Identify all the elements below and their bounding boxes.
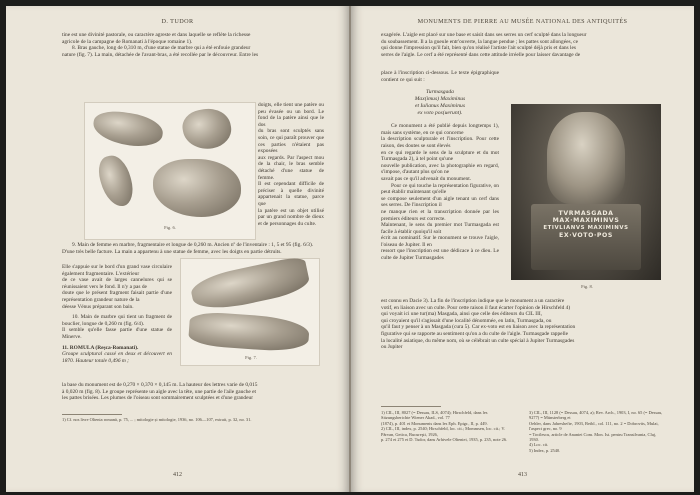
text-line: Maintenant, le sens du premier mot Turmasgada est facile à établir quoiqu'il soit bbox=[381, 222, 499, 235]
inscription-line: TVRMASGADA bbox=[558, 210, 614, 217]
fragment-photo bbox=[153, 159, 241, 217]
figure-6-hands bbox=[84, 102, 256, 240]
left-text-top-intro bbox=[62, 32, 317, 58]
text-line: place à l'inscription ci-dessous. Le texte épigraphique contient ce qui suit : bbox=[381, 70, 499, 83]
text-line: Il semble qu'elle fasse partie d'une statue de Minerve. bbox=[62, 327, 172, 340]
text-line: 10. Main de marbre qui tient un fragment de bouclier, longue de 0,260 m (fig. 6/4). bbox=[62, 314, 172, 327]
footnote-line: = Tocilescu, article de Ananiei Com. Mon. Ist. pentru Transilvania, Cluj, 1930. bbox=[529, 431, 657, 443]
footnote-line: 1) CIL, III, 8027 (= Dessau, ILS, 4074); Hirschfeld, dans les Sitzungsberichte Wiener Akad., vol. 77 bbox=[381, 410, 488, 421]
figure-8-eagle-monument bbox=[511, 104, 661, 280]
transcription-line: et Iulianus Maximinus bbox=[414, 103, 466, 110]
right-footnotes-col2 bbox=[529, 410, 666, 453]
left-text-bottom bbox=[62, 382, 317, 402]
footnote-line: Oehler, dans Jahreshefte, 1903, Beibl., col. 111, no. 2 = Dobrovits, Mulai, l'aspect grec, no. 9 bbox=[529, 420, 659, 432]
text-line: la base du monument est de 0,270 × 0,370 × 0,145 m. La hauteur des lettres varie de 0,015 bbox=[62, 382, 258, 388]
figure-6-caption: Fig. 6. bbox=[164, 225, 176, 230]
eagle-sculpture bbox=[547, 112, 625, 204]
text-line: à 0,020 m (fig. 8). Le groupe représente un aigle avec la tête, une partie de l'aile gauche et bbox=[62, 388, 257, 395]
text-line: Il est cependant difficile de préciser à quelle divinité appartenait la statue, parce que bbox=[258, 181, 324, 207]
text-line: qu'il faut y penser à un Masgada (cura 5). Car ex-voto est en liaison avec la représentation bbox=[381, 324, 576, 331]
text-line: déesse Vénus préparant son bain. bbox=[62, 303, 134, 310]
right-text-bottom bbox=[381, 298, 666, 351]
right-text-top bbox=[381, 32, 666, 58]
transcription-line: Turmasgada bbox=[426, 89, 454, 96]
text-line: Groupe sculptural cassé en deux et découvert en 1870. Hauteur totale 0,496 m ; bbox=[62, 351, 172, 364]
transcription-line: ex voto pos(uerunt). bbox=[417, 110, 463, 117]
text-line: la localité asiatique, du même nom, où se célébrait un culte spécial à Jupiter Turmasgades bbox=[381, 337, 575, 344]
text-line: la description sculpturale et l'inscription. Pour cette raison, des doutes se sont élevés bbox=[381, 136, 499, 149]
right-page-number: 413 bbox=[518, 472, 527, 478]
text-line: les pattes brisées. Les plumes de l'oiseau sont sommairement sculptées et d'une grandeur bbox=[62, 395, 254, 402]
text-line: qui donne l'impression qu'il fait, bien qu'on réalisé l'artiste l'ait sculpté déjà pris et dans les bbox=[381, 45, 576, 52]
text-line: Elle s'appuie sur le bord d'un grand vase circulaire également fragmentaire. L'extérieur bbox=[62, 264, 172, 277]
left-text-narrow bbox=[62, 264, 172, 364]
transcription-line: Max(imus) Maximinus bbox=[414, 96, 466, 103]
fragment-photo bbox=[91, 108, 165, 149]
text-line: qui croyaient qu'il s'agissait d'une localité dénommée, en latin, Turmasgada, ou bbox=[381, 317, 552, 324]
figure-7-arm bbox=[180, 258, 320, 366]
left-running-head: D. TUDOR bbox=[161, 18, 194, 25]
text-line: ressort que l'inscription est une dédicace à ce dieu. Le culte de Jupiter Turmasgades bbox=[381, 248, 499, 262]
text-line: nature (fig. 7). La main, détachée de l'avant-bras, a été recollée par le découvreur. Entre les bbox=[62, 51, 259, 58]
inscription-transcription bbox=[381, 89, 499, 117]
text-line: doigts, elle tient une patère ou peu évasée ou un bord. Le fond de la patère ainsi que le dos bbox=[258, 102, 324, 128]
footnote-rule bbox=[381, 406, 441, 407]
text-line: en ce qui regarde le sens de la sculpture et du mot Turmasgada 2), à tel point qu'une bbox=[381, 149, 499, 163]
right-page bbox=[351, 6, 694, 492]
fragment-photo bbox=[189, 255, 312, 315]
inscription-line: EX·VOTO·POS bbox=[559, 232, 613, 240]
text-line: nouvelle publication, avec la photographie en regard, s'impose, d'autant plus qu'on ne bbox=[381, 162, 499, 176]
text-line: la patère est un objet utilisé par un grand nombre de dieux et de personnages du culte. bbox=[258, 207, 324, 227]
right-running-head: MONUMENTS DE PIERRE AU MUSÉE NATIONAL DES ANTIQUITÉS bbox=[417, 18, 628, 25]
left-footnote: 1) Cf. nos livre Oltenia romană, p. 75, ... ; mitologie și mitologie, 1936, no. 106—107, extrait, p. 32, no. 31. bbox=[62, 417, 252, 422]
section-heading: 11. ROMULA (Reşca-Romanati). bbox=[62, 344, 139, 351]
fragment-photo bbox=[95, 152, 137, 210]
text-line: Ce monument a été publié depuis longtemps 1), mais sans système, en ce qui concerne bbox=[381, 123, 499, 136]
fragment-photo bbox=[188, 311, 310, 353]
footnote-line: 4) Loc. cit. bbox=[529, 442, 549, 448]
text-line: ou Jupiter bbox=[381, 344, 403, 351]
text-line: se compose seulement d'un aigle tenant un cerf dans ses serres. De l'inscription il bbox=[381, 195, 499, 209]
right-text-column bbox=[381, 70, 499, 262]
text-line: ne manque rien et la transcription donnée par les premiers éditeurs est correcte. bbox=[381, 208, 499, 222]
text-line: du soubassement. Il a la gueule entr'ouverte, la langue pendue ; les pattes sont allongées, ce bbox=[381, 38, 579, 45]
text-line: savait pas ce qu'il advenait du monument. bbox=[381, 175, 472, 182]
text-line: 8. Bras gauche, long de 0,310 m, d'une statue de marbre qui a été enfouie grandeur bbox=[72, 45, 251, 52]
footnote-line: (1874), p. 401 et Monuments dans les Eph. Epigr., II, p. 449. bbox=[381, 420, 488, 426]
text-line: de ce vase avait de larges cannelures qui se réunissaient vers le fond. Il n'y a pas de bbox=[62, 277, 172, 290]
text-line: du bras sont sculptés sans soin, ce qui paraît prouver que ces parties n'étaient pas exposées bbox=[258, 128, 324, 155]
right-footnotes-col1 bbox=[381, 410, 517, 442]
text-line: figurative qui se rapporte au sentiment qu'on a du culte de l'aigle. Turmasgade rappelle bbox=[381, 330, 568, 337]
figure-7-caption: Fig. 7. bbox=[245, 355, 257, 360]
footnote-rule bbox=[62, 414, 122, 415]
text-line: Pour ce qui touche la représentation figurative, on peut établir maintenant qu'elle bbox=[381, 182, 499, 196]
left-page-number: 412 bbox=[173, 472, 182, 478]
text-line: serres de l'aigle. Le cerf a été représenté dans cette attitude irréelle pour laisser davantage de bbox=[381, 51, 581, 58]
footnote-line: 3) CIL, III, 1128 (= Dessau, 4074, a); Rev. Arch., 1903, I, no. 65 (= Dessau, 9277) = Münsterberg et bbox=[529, 410, 663, 421]
fragment-photo bbox=[180, 105, 234, 153]
inscription-line: ETIVLIANVS MAXIMINVS bbox=[543, 224, 629, 231]
left-text-mid bbox=[62, 242, 317, 255]
text-line: votif, en liaison avec un culte. Pour cette raison il faut écarter l'opinion de Hirschfeld 4) bbox=[381, 304, 571, 311]
text-line: agricole de la campagne de Romanati à l'époque romaine 1). bbox=[62, 38, 193, 45]
latin-inscription bbox=[531, 210, 641, 240]
book-spread bbox=[6, 6, 694, 492]
text-line: qui voyait ici une tur(ma) Masgada, ainsi que celle des éditeurs du CIL III, bbox=[381, 311, 543, 318]
text-line: écrit au nominatif. Sur le monument se trouve l'aigle, l'oiseau de Jupiter. Il en bbox=[381, 235, 499, 248]
footnote-line: 2) CIL, III, index, p. 2540; Hirschfeld, loc. cit.; Mommsen, loc. cit.; V. Pârvan, Getica, Bucureşti, 1926, bbox=[381, 426, 506, 437]
text-line: exagérée. L'aigle est placé sur une base et saisit dans ses serres un cerf sculpté dans la longueur bbox=[381, 32, 587, 38]
inscription-line: MAX·MAXIMINVS bbox=[552, 217, 620, 225]
text-line: aux regards. Par l'aspect mou de la chair, le bras semble détaché d'une statue de femme. bbox=[258, 154, 324, 181]
left-page bbox=[6, 6, 349, 492]
left-text-sidebar bbox=[258, 102, 324, 227]
text-line: doute que le présent fragment faisait partie d'une représentation grandeur nature de la bbox=[62, 290, 172, 303]
text-line: 9. Main de femme en marbre, fragmentaire et longue de 0,260 m. Ancien nº de l'inventaire : 1, 5 et 95 (fig. 6/3). bbox=[72, 242, 314, 248]
text-line: est connu en Dacie 3). La fin de l'inscription indique que le monument a un caractère bbox=[381, 298, 565, 304]
text-line: D'une très belle facture. La main a appartenu à une statue de femme, avec les doigts en partie détruits. bbox=[62, 248, 282, 255]
text-line: tine est une divinité pastorale, ou caractère agreste et dans laquelle se reflète la richesse bbox=[62, 32, 251, 38]
footnote-line: p. 274 et 275 et D. Tudor, dans Arhivele Olteniei, 1935, p. 235, note 26. bbox=[381, 437, 508, 443]
figure-8-caption: Fig. 8. bbox=[581, 284, 593, 289]
footnote-line: 5) Index, p. 2540. bbox=[529, 447, 561, 453]
